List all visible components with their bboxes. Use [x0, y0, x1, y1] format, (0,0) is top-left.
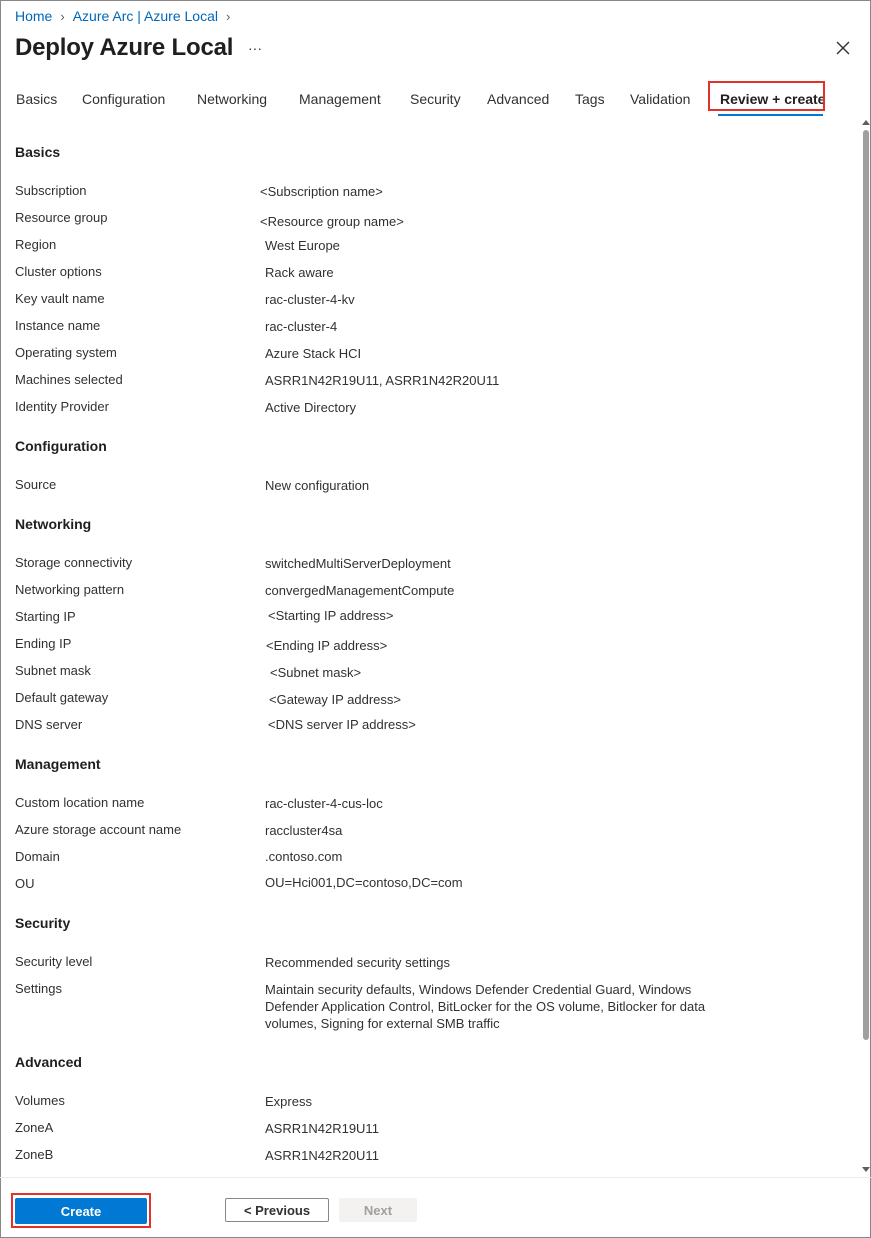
row-label: Resource group [15, 210, 108, 225]
row-value: ASRR1N42R19U11 [265, 1121, 379, 1136]
row-label: Default gateway [15, 690, 109, 705]
row-value: New configuration [265, 478, 370, 493]
active-tab-indicator [718, 114, 823, 116]
scroll-up-icon[interactable] [862, 120, 870, 125]
tab-review-create[interactable]: Review + create [720, 91, 826, 107]
more-options-icon[interactable]: ··· [248, 40, 262, 56]
tab-security[interactable]: Security [410, 91, 461, 107]
vertical-scrollbar[interactable] [862, 120, 870, 1172]
section-title-management: Management [15, 756, 101, 772]
row-label: Starting IP [15, 609, 76, 624]
row-label: Security level [15, 954, 93, 969]
row-label: Machines selected [15, 372, 123, 387]
chevron-right-icon: › [225, 8, 231, 24]
row-value: .contoso.com [265, 849, 343, 864]
page-title: Deploy Azure Local [15, 34, 234, 61]
row-label: Ending IP [15, 636, 72, 651]
previous-button[interactable]: < Previous [225, 1198, 329, 1222]
row-value: <Resource group name> [260, 214, 404, 229]
row-value: rac-cluster-4-cus-loc [265, 796, 383, 811]
create-button-highlight [11, 1193, 151, 1228]
row-label: Volumes [15, 1093, 65, 1108]
scrollbar-thumb[interactable] [863, 130, 869, 1040]
row-value: raccluster4sa [265, 823, 343, 838]
row-value: Maintain security defaults, Windows Defender Credential Guard, Windows Defender Application Control, BitLocker for the OS volume, Bitlocker for data volumes, Signing for external SMB traffic [265, 982, 706, 1031]
row-value: switchedMultiServerDeployment [265, 556, 451, 571]
review-tab-highlight [708, 81, 825, 111]
row-label: Settings [15, 981, 62, 996]
tab-basics[interactable]: Basics [16, 91, 58, 107]
row-value: OU=Hci001,DC=contoso,DC=com [265, 875, 463, 890]
row-label: ZoneA [15, 1120, 54, 1135]
row-label: Subscription [15, 183, 87, 198]
footer-divider [0, 1177, 871, 1178]
tab-validation[interactable]: Validation [630, 91, 691, 107]
row-label: Operating system [15, 345, 117, 360]
tab-configuration[interactable]: Configuration [82, 91, 166, 107]
create-button[interactable]: Create [15, 1198, 147, 1224]
row-value: ASRR1N42R20U11 [265, 1148, 379, 1163]
row-label: Source [15, 477, 57, 492]
row-value: <Subscription name> [260, 184, 383, 199]
breadcrumb [15, 8, 238, 24]
row-label: OU [15, 876, 35, 891]
review-summary [0, 132, 862, 1172]
breadcrumb-azure-arc-link[interactable]: Azure Arc | Azure Local [72, 8, 218, 24]
section-title-basics: Basics [15, 144, 61, 160]
row-value: <Subnet mask> [270, 665, 362, 680]
row-value: ASRR1N42R19U11, ASRR1N42R20U11 [265, 373, 500, 388]
section-title-configuration: Configuration [15, 438, 107, 454]
row-label: Storage connectivity [15, 555, 133, 570]
row-value: <Gateway IP address> [269, 692, 402, 707]
row-value: Rack aware [265, 265, 334, 280]
scroll-down-icon[interactable] [862, 1167, 870, 1172]
row-label: Custom location name [15, 795, 145, 810]
row-label: Cluster options [15, 264, 102, 279]
row-label: Azure storage account name [15, 822, 182, 837]
row-label: Subnet mask [15, 663, 91, 678]
row-value: <DNS server IP address> [268, 717, 416, 732]
tab-tags[interactable]: Tags [575, 91, 605, 107]
row-value: Active Directory [265, 400, 357, 415]
row-value: West Europe [265, 238, 340, 253]
row-label: Identity Provider [15, 399, 109, 414]
row-label: Key vault name [15, 291, 105, 306]
row-value: rac-cluster-4 [265, 319, 338, 334]
section-title-networking: Networking [15, 516, 92, 532]
row-value: <Starting IP address> [268, 608, 394, 623]
section-title-security: Security [15, 915, 71, 931]
row-value: <Ending IP address> [266, 638, 388, 653]
row-value: convergedManagementCompute [265, 583, 455, 598]
row-label: Region [15, 237, 57, 252]
row-value: Recommended security settings [265, 955, 450, 970]
breadcrumb-home-link[interactable]: Home [15, 8, 53, 24]
tab-advanced[interactable]: Advanced [487, 91, 550, 107]
row-label: Instance name [15, 318, 101, 333]
chevron-right-icon: › [60, 8, 65, 24]
row-value: Express [265, 1094, 312, 1109]
section-title-advanced: Advanced [15, 1054, 82, 1070]
tab-management[interactable]: Management [299, 91, 381, 107]
row-label: Networking pattern [15, 582, 125, 597]
close-icon[interactable] [835, 40, 851, 56]
row-label: DNS server [15, 717, 83, 732]
tab-networking[interactable]: Networking [197, 91, 268, 107]
row-value: Azure Stack HCI [265, 346, 362, 361]
row-value: rac-cluster-4-kv [265, 292, 355, 307]
row-label: Domain [15, 849, 60, 864]
next-button: Next [339, 1198, 417, 1222]
row-label: ZoneB [15, 1147, 54, 1162]
